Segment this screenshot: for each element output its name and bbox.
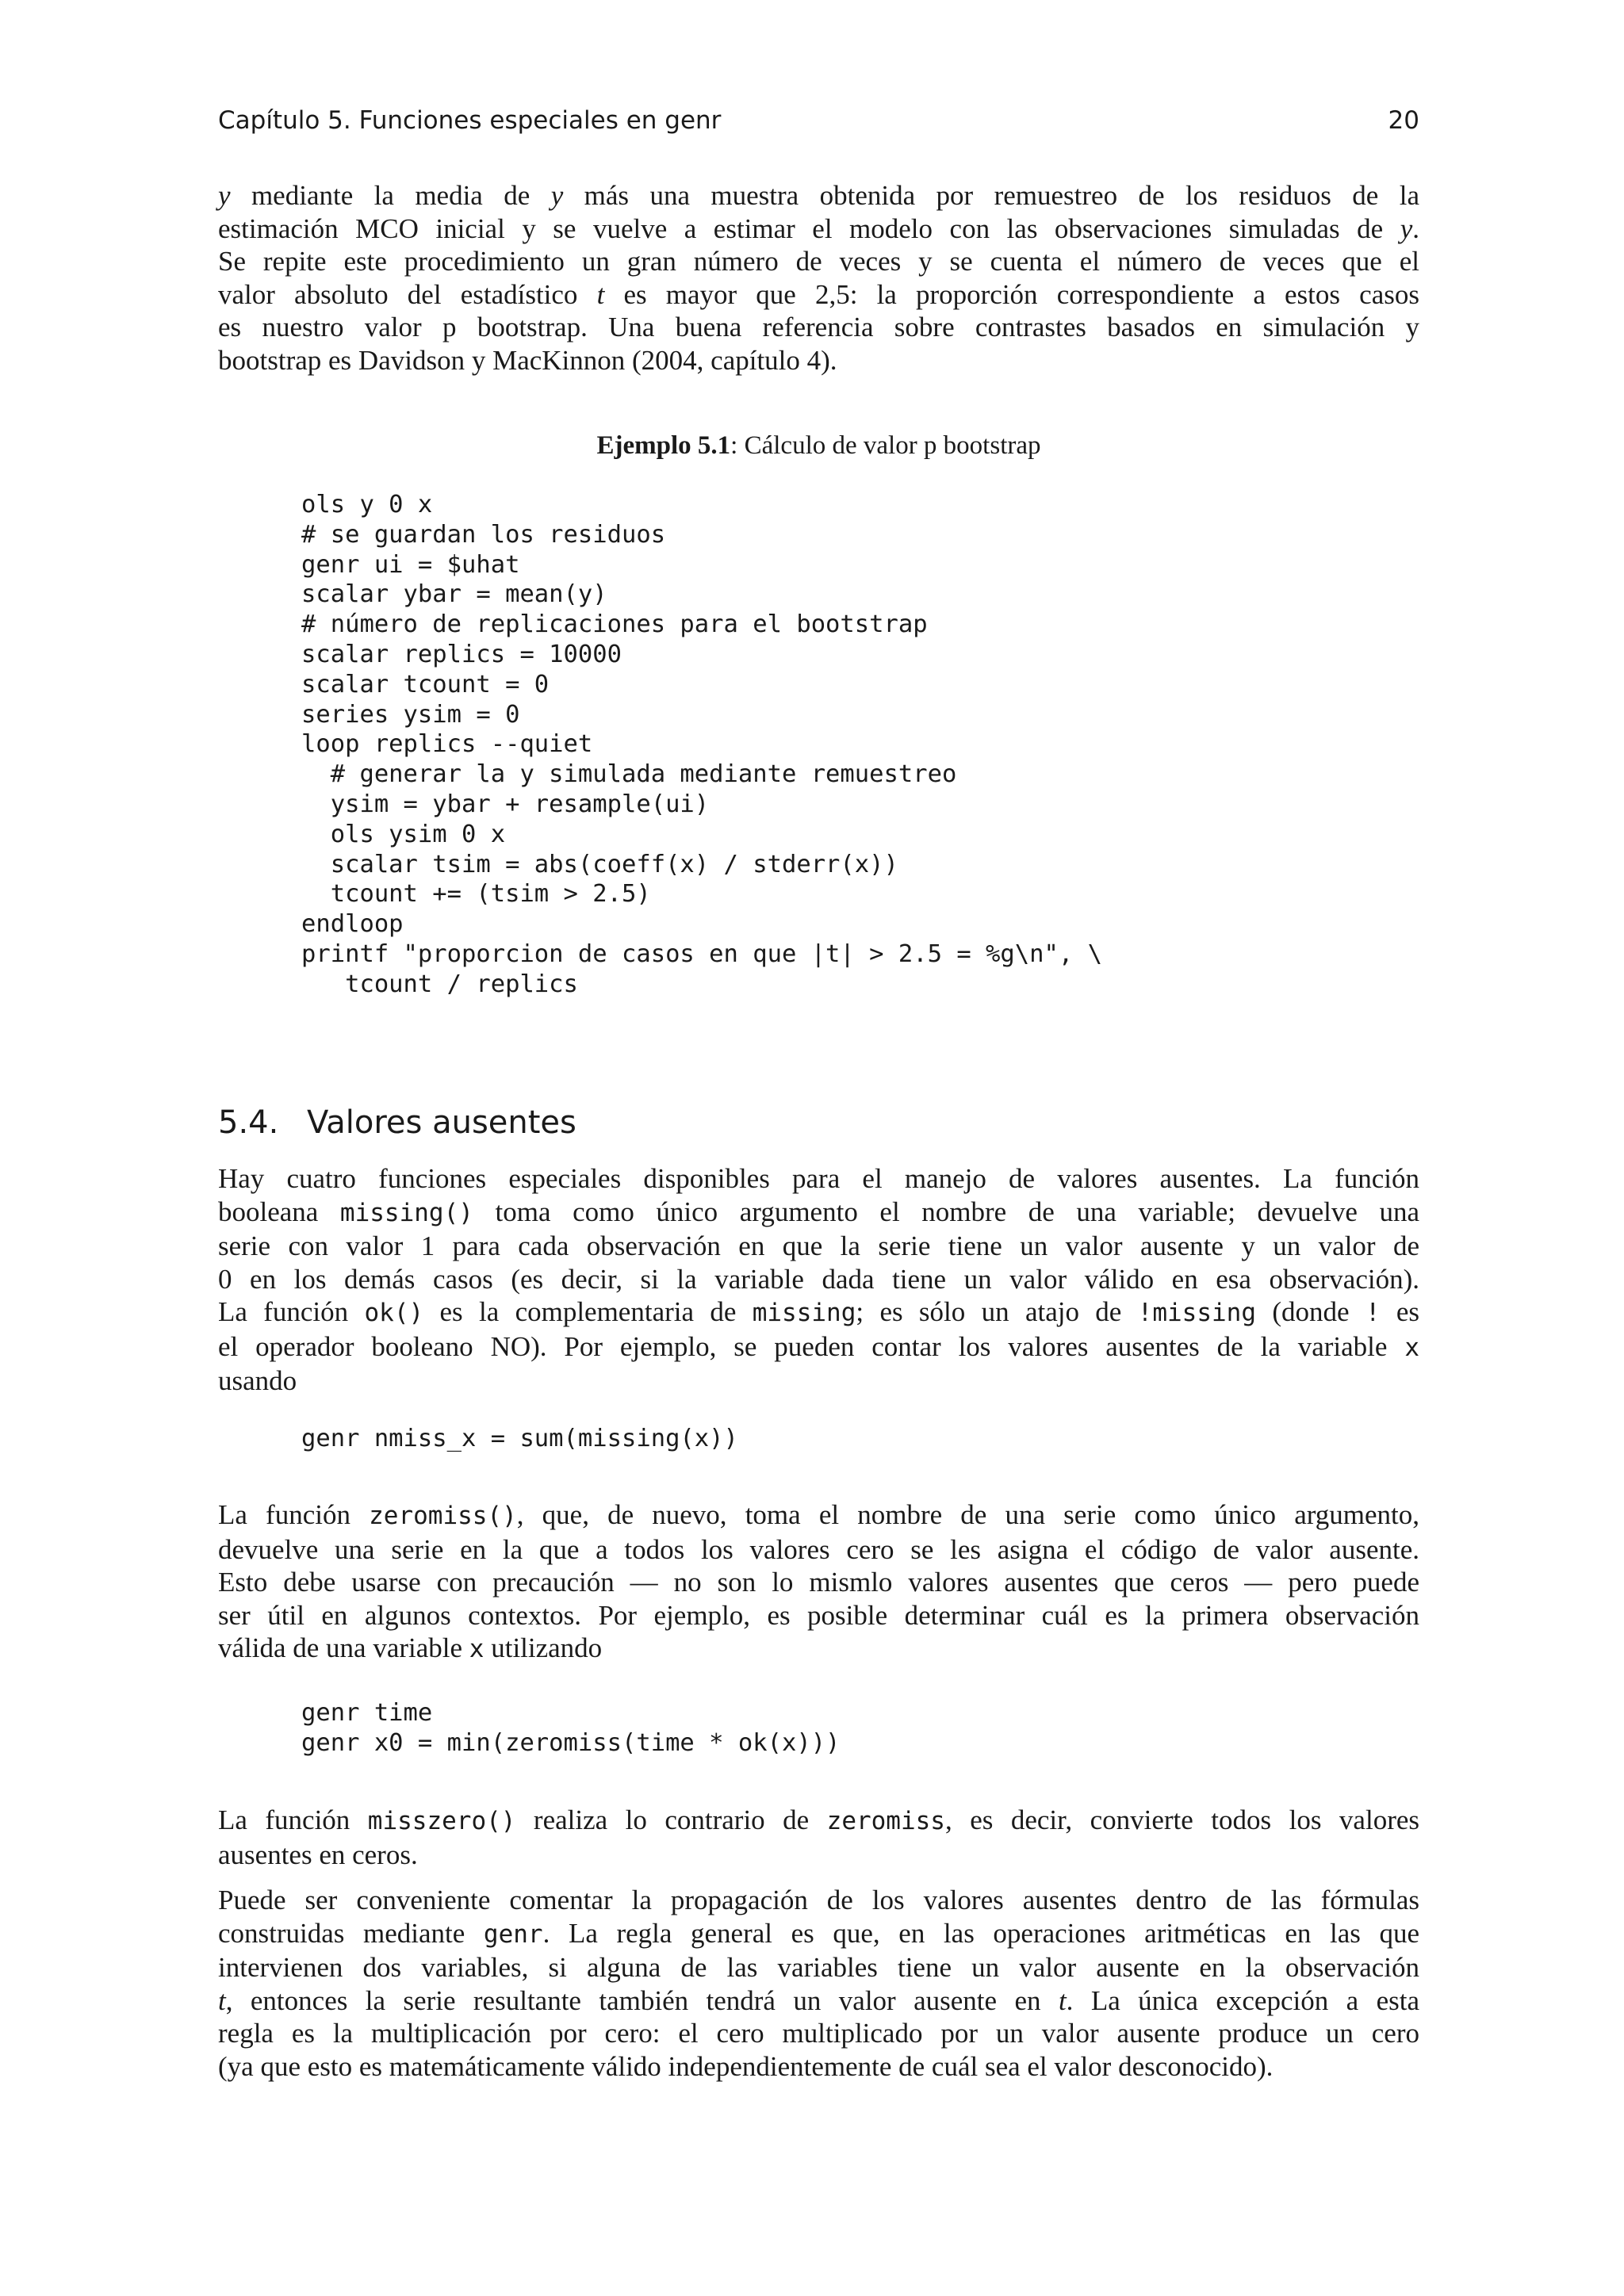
text-line: bootstrap es Davidson y MacKinnon (2004, capítulo 4). <box>218 344 837 376</box>
section-number: 5.4. <box>218 1104 279 1141</box>
text-run: utilizando <box>484 1632 603 1663</box>
text-line: Puede ser conveniente comentar la propagación de los valores ausentes dentro de las fórmulas <box>218 1885 1419 1915</box>
text-run: , es decir, convierte todos los valores <box>944 1804 1420 1835</box>
text-run: La función <box>218 1499 370 1530</box>
page-number: 20 <box>1388 106 1419 135</box>
inline-code: missing <box>752 1299 856 1327</box>
text-run: construidas mediante <box>218 1917 484 1949</box>
text-run: , entonces la serie resultante también tendrá un valor ausente en <box>225 1984 1059 2016</box>
inline-code: ! <box>1365 1299 1381 1327</box>
text-line: (ya que esto es matemáticamente válido independientemente de cuál sea el valor desconocido). <box>218 2050 1274 2082</box>
text-run: realiza lo contrario de <box>515 1804 827 1835</box>
text-run: válida de una variable <box>218 1632 469 1663</box>
text-line: Hay cuatro funciones especiales disponibles para el manejo de valores ausentes. La función <box>218 1163 1419 1194</box>
example-caption <box>218 428 1419 463</box>
text-run: mediante la media de <box>230 180 551 211</box>
text-line: devuelve una serie en la que a todos los valores cero se les asigna el código de valor ausente. <box>218 1533 1419 1565</box>
text-line: Esto debe usarse con precaución — no son lo mismlo valores ausentes que ceros — pero puede <box>218 1567 1419 1598</box>
math-var-y: y <box>1400 212 1413 244</box>
text-run: . <box>1412 212 1419 244</box>
inline-code: zeromiss <box>826 1807 945 1835</box>
paragraph-propagation <box>218 1884 1419 2083</box>
text-run: La función <box>218 1804 368 1835</box>
math-var-y: y <box>218 180 231 211</box>
text-line: es nuestro valor p bootstrap. Una buena referencia sobre contrastes basados en simulación y <box>218 312 1419 342</box>
inline-code: zeromiss() <box>369 1502 517 1530</box>
text-run: es <box>1380 1296 1420 1327</box>
text-line: ausentes en ceros. <box>218 1839 418 1870</box>
math-var-t: t <box>218 1984 226 2016</box>
text-line: usando <box>218 1365 297 1396</box>
chapter-title: Capítulo 5. Funciones especiales en genr <box>218 106 722 135</box>
text-run: , que, de nuevo, toma el nombre de una serie como único argumento, <box>516 1499 1419 1530</box>
text-run: ; es sólo un atajo de <box>856 1296 1138 1327</box>
example-label: Ejemplo 5.1 <box>596 431 731 460</box>
text-run: La función <box>218 1296 365 1327</box>
inline-code: genr <box>483 1919 543 1949</box>
text-line: regla es la multiplicación por cero: el cero multiplicado por un valor ausente produce un cero <box>218 2018 1419 2049</box>
inline-code: !missing <box>1137 1299 1256 1327</box>
inline-code: misszero() <box>367 1807 516 1835</box>
text-line: 0 en los demás casos (es decir, si la variable dada tiene un valor válido en esa observación). <box>218 1263 1419 1295</box>
text-run: booleana <box>218 1196 340 1227</box>
paragraph-misszero <box>218 1804 1419 1871</box>
text-run: es mayor que 2,5: la proporción correspondiente a estos casos <box>604 278 1419 310</box>
code-block-nmiss: genr nmiss_x = sum(missing(x)) <box>301 1425 738 1452</box>
math-var-t: t <box>596 278 605 310</box>
text-run: el operador booleano NO). Por ejemplo, se pueden contar los valores ausentes de la variable <box>218 1330 1405 1362</box>
code-block-zeromiss: genr time genr x0 = min(zeromiss(time * ok(x))) <box>301 1699 841 1757</box>
inline-code: x <box>1404 1333 1419 1362</box>
code-block-bootstrap: ols y 0 x # se guardan los residuos genr ui = $uhat scalar ybar = mean(y) # número de replicaciones para el bootstrap scalar replics = 10000 scalar tcount = 0 series ysim = 0 loop replics --quiet # generar la y simulada mediante remuestreo ysim = ybar + resample(ui) ols ysim 0 x scalar tsim = abs(coeff(x) / stderr(x)) tcount += (tsim > 2.5) endloop printf "proporcion de casos en que |t| > 2.5 = %g\n", \ tcount / replics <box>301 491 1102 998</box>
text-line: serie con valor 1 para cada observación en que la serie tiene un valor ausente y un valor de <box>218 1230 1419 1261</box>
inline-code: ok() <box>364 1299 424 1327</box>
text-line: intervienen dos variables, si alguna de las variables tiene un valor ausente en la observación <box>218 1952 1419 1983</box>
text-run: toma como único argumento el nombre de una variable; devuelve una <box>473 1196 1420 1227</box>
text-run: (donde <box>1255 1296 1365 1327</box>
section-heading <box>218 1102 576 1143</box>
math-var-y: y <box>550 180 564 211</box>
text-line: ser útil en algunos contextos. Por ejemplo, es posible determinar cuál es la primera observación <box>218 1599 1419 1631</box>
text-run: . La única excepción a esta <box>1066 1984 1419 2016</box>
inline-code: x <box>469 1635 485 1663</box>
text-run: más una muestra obtenida por remuestreo de los residuos de la <box>563 180 1419 211</box>
text-run: estimación MCO inicial y se vuelve a estimar el modelo con las observaciones simuladas de <box>218 212 1400 244</box>
example-caption-text: : Cálculo de valor p bootstrap <box>730 431 1041 460</box>
text-run: . La regla general es que, en las operaciones aritméticas en las que <box>542 1917 1419 1949</box>
intro-paragraph <box>218 179 1419 377</box>
section-title: Valores ausentes <box>307 1104 576 1141</box>
paragraph-missing-functions <box>218 1162 1419 1398</box>
text-run: valor absoluto del estadístico <box>218 278 597 310</box>
text-line: Se repite este procedimiento un gran número de veces y se cuenta el número de veces que el <box>218 246 1419 277</box>
inline-code: missing() <box>339 1198 473 1227</box>
running-header <box>218 105 1419 136</box>
math-var-t: t <box>1058 1984 1067 2016</box>
text-run: es la complementaria de <box>423 1296 753 1327</box>
paragraph-zeromiss <box>218 1498 1419 1667</box>
